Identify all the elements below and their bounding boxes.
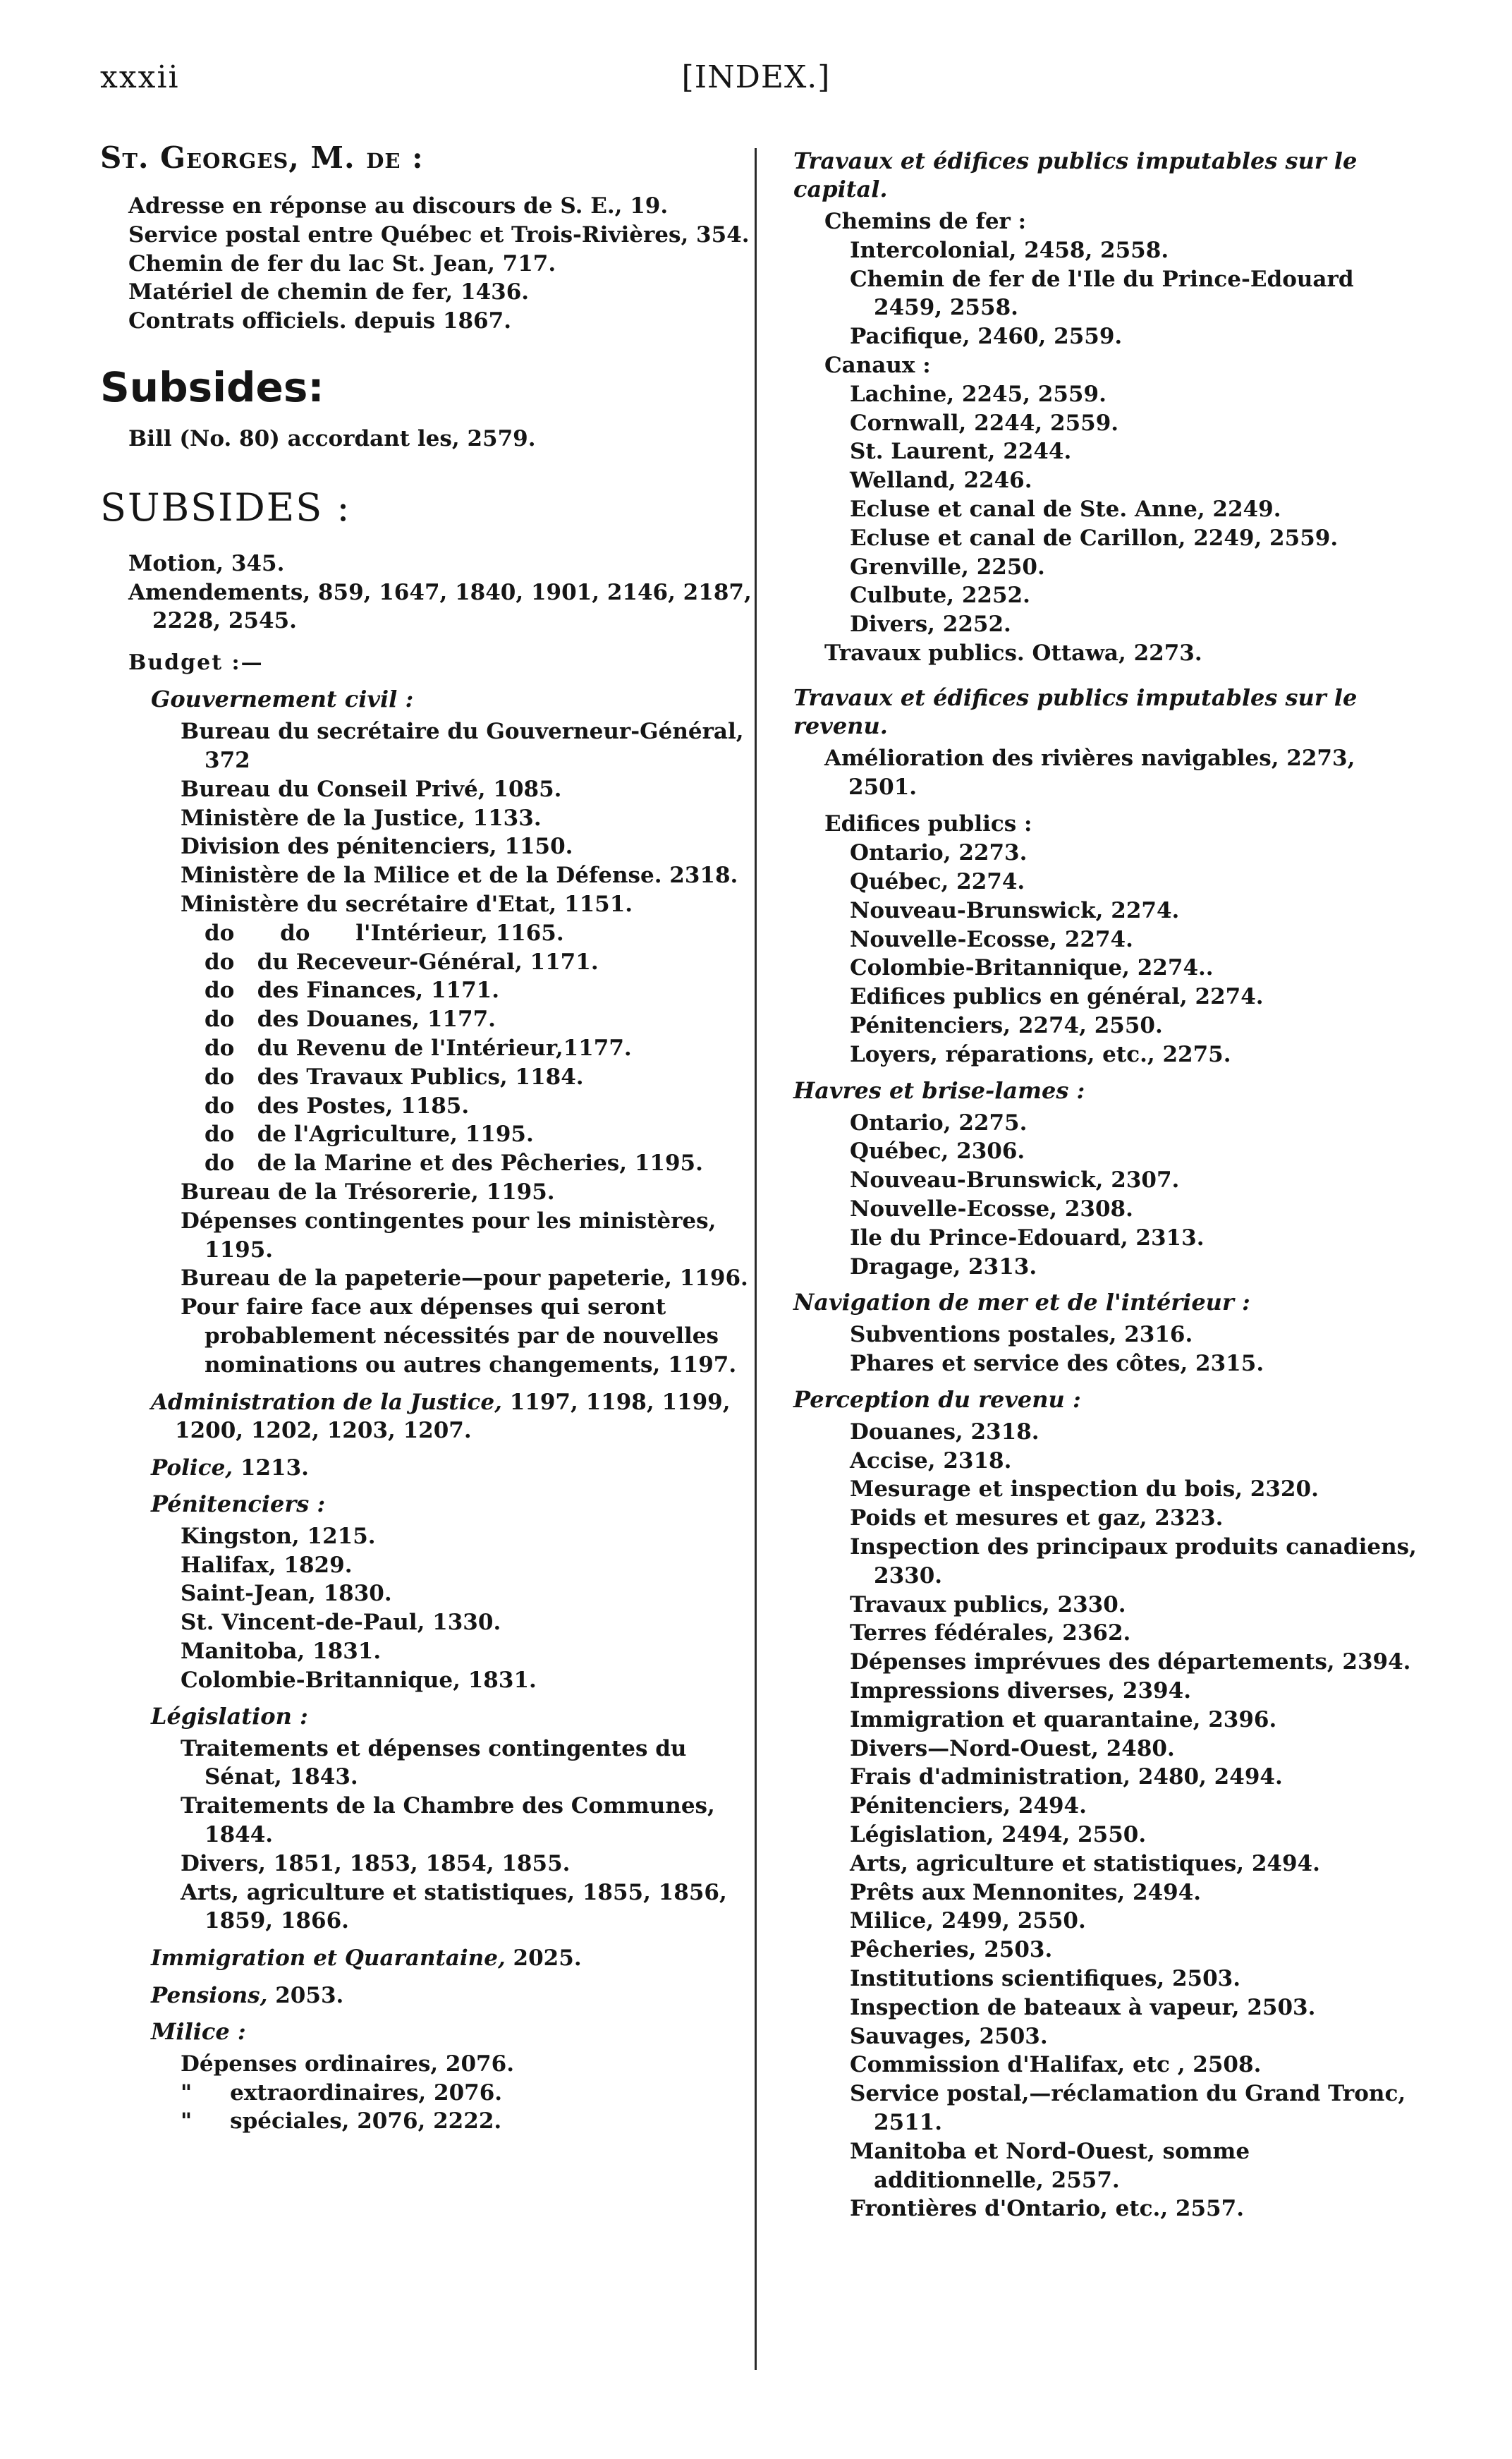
index-entry: Arts, agriculture et statistiques, 1855, 1856, 1859, 1866. — [181, 1879, 727, 1934]
index-entry: Milice, 2499, 2550. — [850, 1908, 1086, 1934]
index-entry: Terres fédérales, 2362. — [850, 1620, 1131, 1646]
index-entry: Division des pénitenciers, 1150. — [181, 834, 573, 860]
pensions-pages: 2053. — [275, 1983, 344, 2009]
index-entry: Culbute, 2252. — [850, 583, 1030, 609]
index-entry: Immigration et quarantaine, 2396. — [850, 1706, 1277, 1732]
index-entry: Frontières d'Ontario, etc., 2557. — [850, 2196, 1244, 2222]
index-entry: " spéciales, 2076, 2222. — [181, 2108, 502, 2135]
index-entry: Loyers, réparations, etc., 2275. — [850, 1041, 1231, 1067]
index-entry: do des Douanes, 1177. — [205, 1007, 496, 1033]
index-entry: Saint-Jean, 1830. — [181, 1581, 392, 1607]
index-entry: Divers, 1851, 1853, 1854, 1855. — [181, 1850, 571, 1876]
index-entry: Sauvages, 2503. — [850, 2023, 1048, 2049]
index-entry: Colombie-Britannique, 2274.. — [850, 955, 1214, 981]
index-entry: Ontario, 2275. — [850, 1110, 1028, 1136]
subsides-bill-list — [128, 425, 752, 454]
index-entry: do des Postes, 1185. — [205, 1093, 470, 1119]
gouvernement-civil-label: Gouvernement civil : — [151, 686, 414, 713]
index-entry: Prêts aux Mennonites, 2494. — [850, 1879, 1202, 1905]
index-entry: Traitements et dépenses contingentes du Sénat, 1843. — [181, 1735, 687, 1790]
index-entry: Bureau de la papeterie—pour papeterie, 1196. — [181, 1265, 748, 1292]
index-entry: Commission d'Halifax, etc , 2508. — [850, 2052, 1262, 2078]
right-column — [793, 140, 1421, 2223]
navigation-list — [850, 1320, 1421, 1378]
index-entry: Ministère du secrétaire d'Etat, 1151. — [181, 891, 633, 917]
index-entry: do du Revenu de l'Intérieur,1177. — [205, 1035, 632, 1061]
index-entry: Ontario, 2273. — [850, 840, 1028, 866]
subsides-bold-heading: Subsides: — [100, 363, 324, 411]
index-entry: Motion, 345. — [128, 550, 285, 576]
index-entry: Phares et service des côtes, 2315. — [850, 1351, 1264, 1377]
index-entry: Nouvelle-Ecosse, 2308. — [850, 1196, 1133, 1222]
pensions-label: Pensions, — [151, 1983, 268, 2009]
index-entry: do do l'Intérieur, 1165. — [205, 920, 564, 946]
index-entry: Arts, agriculture et statistiques, 2494. — [850, 1850, 1320, 1876]
subsides-bill-section — [100, 363, 752, 454]
index-entry: Québec, 2274. — [850, 868, 1025, 894]
index-entry: Ministère de la Milice et de la Défense. 2318. — [181, 863, 738, 889]
perception-list — [850, 1418, 1421, 2223]
index-entry: do de la Marine et des Pêcheries, 1195. — [205, 1150, 703, 1177]
index-entry: Institutions scientifiques, 2503. — [850, 1966, 1241, 1992]
immigration-pages: 2025. — [513, 1945, 582, 1972]
index-entry: do de l'Agriculture, 1195. — [205, 1122, 534, 1148]
index-entry: Intercolonial, 2458, 2558. — [850, 237, 1169, 263]
index-entry: do du Receveur-Général, 1171. — [205, 949, 599, 975]
index-entry: Service postal,—réclamation du Grand Tronc, 2511. — [850, 2081, 1406, 2136]
index-entry: Manitoba et Nord-Ouest, somme additionnelle, 2557. — [850, 2138, 1250, 2193]
index-entry: Grenville, 2250. — [850, 554, 1045, 580]
canaux-list — [850, 380, 1421, 639]
index-entry: Législation, 2494, 2550. — [850, 1822, 1147, 1848]
police-entry — [151, 1454, 752, 1483]
index-entry: Edifices publics en général, 2274. — [850, 984, 1264, 1010]
admin-justice-label: Administration de la Justice, — [151, 1389, 502, 1415]
index-entry: " extraordinaires, 2076. — [181, 2079, 503, 2106]
amelioration-entry: Amélioration des rivières navigables, 2273, 2501. — [824, 745, 1355, 800]
subsides-caps-heading: SUBSIDES : — [100, 485, 351, 530]
index-entry: Inspection des principaux produits canadiens, 2330. — [850, 1534, 1417, 1589]
index-entry: Québec, 2306. — [850, 1139, 1025, 1165]
index-entry: Lachine, 2245, 2559. — [850, 381, 1106, 407]
index-entry: Matériel de chemin de fer, 1436. — [128, 279, 530, 305]
index-entry: do des Finances, 1171. — [205, 978, 500, 1004]
navigation-label: Navigation de mer et de l'intérieur : — [793, 1289, 1250, 1316]
index-entry: Adresse en réponse au discours de S. E., 19. — [128, 193, 669, 219]
page-number: xxxii — [100, 59, 180, 95]
edifices-label: Edifices publics : — [824, 811, 1032, 837]
index-entry: Inspection de bateaux à vapeur, 2503. — [850, 1994, 1316, 2020]
chemins-label: Chemins de fer : — [824, 209, 1027, 234]
index-entry: Colombie-Britannique, 1831. — [181, 1667, 537, 1693]
admin-justice-pages: 1197, 1198, 1199, 1200, 1202, 1203, 1207. — [175, 1389, 731, 1444]
st-georges-heading: St. Georges, M. de : — [100, 140, 424, 175]
index-entry: Contrats officiels. depuis 1867. — [128, 308, 511, 334]
milice-list — [181, 2050, 752, 2136]
chemins-list — [850, 236, 1421, 351]
index-entry: Pacifique, 2460, 2559. — [850, 324, 1123, 350]
index-entry: Ministère de la Justice, 1133. — [181, 805, 542, 831]
st-georges-list — [128, 192, 752, 336]
index-entry: Bill (No. 80) accordant les, 2579. — [128, 425, 536, 451]
subsides-caps-section — [100, 485, 752, 2136]
do-entries-list — [205, 919, 752, 1178]
milice-label: Milice : — [151, 2017, 246, 2045]
havres-list — [850, 1109, 1421, 1282]
admin-justice-entry — [151, 1388, 752, 1446]
index-entry: Bureau du secrétaire du Gouverneur-Général, 372 — [181, 719, 744, 773]
index-entry: Service postal entre Québec et Trois-Rivières, 354. — [128, 221, 750, 248]
index-entry: Nouvelle-Ecosse, 2274. — [850, 926, 1133, 952]
index-entry: St. Vincent-de-Paul, 1330. — [181, 1610, 501, 1636]
legislation-label: Législation : — [151, 1702, 308, 1730]
index-entry: Cornwall, 2244, 2559. — [850, 410, 1119, 436]
index-entry: Nouveau-Brunswick, 2274. — [850, 897, 1180, 923]
index-entry: Kingston, 1215. — [181, 1523, 376, 1549]
index-entry: Subventions postales, 2316. — [850, 1322, 1193, 1348]
index-entry: Frais d'administration, 2480, 2494. — [850, 1764, 1283, 1790]
index-entry: do des Travaux Publics, 1184. — [205, 1064, 584, 1090]
st-georges-section — [100, 140, 752, 336]
index-entry: Dépenses imprévues des départements, 2394. — [850, 1649, 1411, 1675]
index-entry: Amendements, 859, 1647, 1840, 1901, 2146, 2187, 2228, 2545. — [128, 579, 752, 634]
index-entry: Accise, 2318. — [850, 1447, 1012, 1474]
index-entry: St. Laurent, 2244. — [850, 439, 1072, 465]
index-entry: Dépenses ordinaires, 2076. — [181, 2051, 514, 2077]
index-entry: Welland, 2246. — [850, 468, 1032, 494]
index-entry: Mesurage et inspection du bois, 2320. — [850, 1476, 1319, 1502]
penitenciers-label: Pénitenciers : — [151, 1490, 326, 1517]
index-entry: Bureau du Conseil Privé, 1085. — [181, 776, 562, 802]
gouvernement-civil-list-b — [181, 1178, 752, 1380]
page-header — [100, 59, 1412, 109]
index-entry: Impressions diverses, 2394. — [850, 1678, 1191, 1704]
index-entry: Travaux publics, 2330. — [850, 1591, 1126, 1617]
left-column — [100, 140, 752, 2142]
column-divider — [755, 148, 757, 2370]
immigration-label: Immigration et Quarantaine, — [151, 1945, 506, 1972]
index-entry: Dépenses contingentes pour les ministères, 1195. — [181, 1208, 717, 1263]
index-entry: Douanes, 2318. — [850, 1419, 1040, 1445]
gouvernement-civil-list-a — [181, 717, 752, 919]
index-entry: Traitements de la Chambre des Communes, 1844. — [181, 1793, 715, 1848]
index-entry: Pénitenciers, 2274, 2550. — [850, 1012, 1163, 1038]
index-entry: Manitoba, 1831. — [181, 1639, 382, 1665]
index-entry: Ecluse et canal de Carillon, 2249, 2559. — [850, 525, 1339, 551]
travaux-revenu-label: Travaux et édifices publics imputables sur le revenu. — [793, 684, 1358, 739]
index-entry: Ile du Prince-Edouard, 2313. — [850, 1225, 1205, 1251]
running-title: [INDEX.] — [681, 59, 831, 95]
index-entry: Bureau de la Trésorerie, 1195. — [181, 1179, 555, 1205]
police-label: Police, — [151, 1455, 233, 1481]
index-entry: Dragage, 2313. — [850, 1253, 1037, 1280]
travaux-ottawa-entry: Travaux publics. Ottawa, 2273. — [824, 640, 1202, 666]
edifices-list — [850, 839, 1421, 1069]
index-entry: Divers—Nord-Ouest, 2480. — [850, 1735, 1175, 1761]
canaux-label: Canaux : — [824, 352, 931, 378]
index-entry: Pénitenciers, 2494. — [850, 1793, 1087, 1819]
index-entry: Poids et mesures et gaz, 2323. — [850, 1505, 1224, 1531]
police-pages: 1213. — [240, 1455, 309, 1481]
index-entry: Chemin de fer de l'Ile du Prince-Edouard 2459, 2558. — [850, 266, 1354, 321]
immigration-entry — [151, 1944, 752, 1973]
penitenciers-list — [181, 1522, 752, 1695]
index-entry: Halifax, 1829. — [181, 1552, 353, 1578]
havres-label: Havres et brise-lames : — [793, 1076, 1085, 1104]
index-entry: Chemin de fer du lac St. Jean, 717. — [128, 250, 556, 277]
index-entry: Divers, 2252. — [850, 612, 1011, 638]
index-entry: Ecluse et canal de Ste. Anne, 2249. — [850, 496, 1281, 522]
index-entry: Nouveau-Brunswick, 2307. — [850, 1167, 1180, 1194]
pensions-entry — [151, 1981, 752, 2010]
budget-label: Budget :— — [128, 650, 264, 676]
index-entry: Pour faire face aux dépenses qui seront probablement nécessités par de nouvelles nominations ou autres changements, 1197. — [181, 1294, 737, 1378]
legislation-list — [181, 1735, 752, 1936]
perception-label: Perception du revenu : — [793, 1385, 1081, 1413]
index-entry: Pêcheries, 2503. — [850, 1937, 1053, 1963]
subsides-motion-list — [128, 550, 752, 636]
travaux-capital-label: Travaux et édifices publics imputables sur le capital. — [793, 147, 1358, 202]
